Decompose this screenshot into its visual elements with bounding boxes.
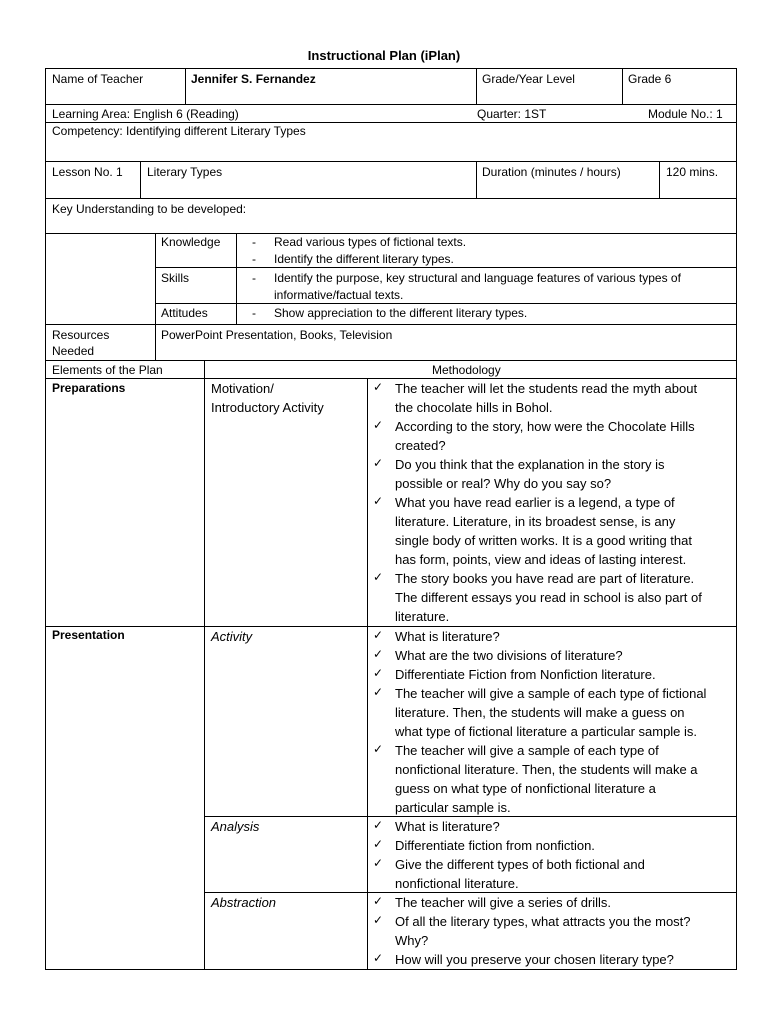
key-understanding: Key Understanding to be developed: xyxy=(52,202,247,216)
page-title: Instructional Plan (iPlan) xyxy=(307,48,461,63)
list-item: According to the story, how were the Chocolate Hills xyxy=(395,419,695,434)
list-item: possible or real? Why do you say so? xyxy=(395,476,612,491)
list-item: What is literature? xyxy=(395,819,500,834)
list-item: What you have read earlier is a legend, a type of xyxy=(395,495,675,510)
preparations-label: Preparations xyxy=(52,381,126,395)
grade-label: Grade/Year Level xyxy=(482,72,575,86)
module-number: Module No.: 1 xyxy=(648,107,723,121)
check-icon: ✓ xyxy=(373,951,384,965)
check-icon: ✓ xyxy=(373,456,384,470)
presentation-cell xyxy=(45,626,205,970)
check-icon: ✓ xyxy=(373,494,384,508)
list-item: created? xyxy=(395,438,446,453)
list-item: literature. Then, the students will make a guess on xyxy=(395,705,685,720)
list-item: Differentiate Fiction from Nonfiction literature. xyxy=(395,667,656,682)
list-item: literature. Literature, in its broadest sense, is any xyxy=(395,514,676,529)
objectives-blank-cell xyxy=(45,233,156,325)
lesson-number: Lesson No. 1 xyxy=(52,165,123,179)
check-icon: ✓ xyxy=(373,837,384,851)
activity-cell xyxy=(204,626,368,817)
list-item: has form, points, view and ideas of lasting interest. xyxy=(395,552,687,567)
elements-header: Elements of the Plan xyxy=(52,363,163,377)
check-icon: ✓ xyxy=(373,628,384,642)
quarter: Quarter: 1ST xyxy=(477,107,547,121)
list-item: Differentiate fiction from nonfiction. xyxy=(395,838,595,853)
list-item: Give the different types of both fictional and xyxy=(395,857,645,872)
list-item: Why? xyxy=(395,933,429,948)
abstraction-label: Abstraction xyxy=(211,895,277,910)
attitudes-item: Show appreciation to the different literary types. xyxy=(274,306,528,320)
skills-label: Skills xyxy=(161,271,190,285)
motivation-label-continued: Introductory Activity xyxy=(211,400,324,415)
check-icon: ✓ xyxy=(373,856,384,870)
dash-marker: - xyxy=(252,235,256,249)
list-item: guess on what type of nonfictional literature a xyxy=(395,781,656,796)
motivation-label: Motivation/ xyxy=(211,381,274,396)
check-icon: ✓ xyxy=(373,742,384,756)
dash-marker: - xyxy=(252,271,256,285)
list-item: Of all the literary types, what attracts you the most? xyxy=(395,914,691,929)
list-item: The story books you have read are part of literature. xyxy=(395,571,695,586)
list-item: particular sample is. xyxy=(395,800,511,815)
analysis-label: Analysis xyxy=(211,819,260,834)
attitudes-label: Attitudes xyxy=(161,306,208,320)
resources-label-continued: Needed xyxy=(52,344,95,358)
resources-label: Resources xyxy=(52,328,110,342)
dash-marker: - xyxy=(252,252,256,266)
duration-label: Duration (minutes / hours) xyxy=(482,165,621,179)
skills-item: Identify the purpose, key structural and language features of various types of xyxy=(274,271,681,285)
check-icon: ✓ xyxy=(373,894,384,908)
teacher-label: Name of Teacher xyxy=(52,72,144,86)
skills-item-continued: informative/factual texts. xyxy=(274,288,404,302)
list-item: What is literature? xyxy=(395,629,500,644)
preparations-cell xyxy=(45,378,205,627)
lesson-title: Literary Types xyxy=(147,165,223,179)
duration-value: 120 mins. xyxy=(666,165,719,179)
list-item: nonfictional literature. Then, the students will make a xyxy=(395,762,698,777)
knowledge-label: Knowledge xyxy=(161,235,221,249)
methodology-header: Methodology xyxy=(432,363,501,377)
learning-area: Learning Area: English 6 (Reading) xyxy=(52,107,239,121)
presentation-label: Presentation xyxy=(52,628,125,642)
activity-label: Activity xyxy=(211,629,253,644)
list-item: How will you preserve your chosen literary type? xyxy=(395,952,674,967)
check-icon: ✓ xyxy=(373,647,384,661)
competency: Competency: Identifying different Literary Types xyxy=(52,124,306,138)
check-icon: ✓ xyxy=(373,818,384,832)
list-item: The teacher will let the students read the myth about xyxy=(395,381,698,396)
list-item: The different essays you read in school is also part of xyxy=(395,590,702,605)
check-icon: ✓ xyxy=(373,666,384,680)
list-item: the chocolate hills in Bohol. xyxy=(395,400,553,415)
knowledge-item: Identify the different literary types. xyxy=(274,252,454,266)
list-item: The teacher will give a sample of each type of xyxy=(395,743,659,758)
resources-value: PowerPoint Presentation, Books, Television xyxy=(161,328,393,342)
dash-marker: - xyxy=(252,306,256,320)
list-item: What are the two divisions of literature? xyxy=(395,648,623,663)
grade-value: Grade 6 xyxy=(628,72,672,86)
check-icon: ✓ xyxy=(373,685,384,699)
knowledge-item: Read various types of fictional texts. xyxy=(274,235,467,249)
list-item: Do you think that the explanation in the story is xyxy=(395,457,665,472)
list-item: The teacher will give a series of drills. xyxy=(395,895,612,910)
check-icon: ✓ xyxy=(373,418,384,432)
list-item: nonfictional literature. xyxy=(395,876,519,891)
teacher-value: Jennifer S. Fernandez xyxy=(191,72,316,86)
list-item: single body of written works. It is a good writing that xyxy=(395,533,692,548)
list-item: The teacher will give a sample of each type of fictional xyxy=(395,686,707,701)
list-item: literature. xyxy=(395,609,450,624)
check-icon: ✓ xyxy=(373,570,384,584)
list-item: what type of fictional literature a particular sample is. xyxy=(395,724,698,739)
check-icon: ✓ xyxy=(373,380,384,394)
check-icon: ✓ xyxy=(373,913,384,927)
